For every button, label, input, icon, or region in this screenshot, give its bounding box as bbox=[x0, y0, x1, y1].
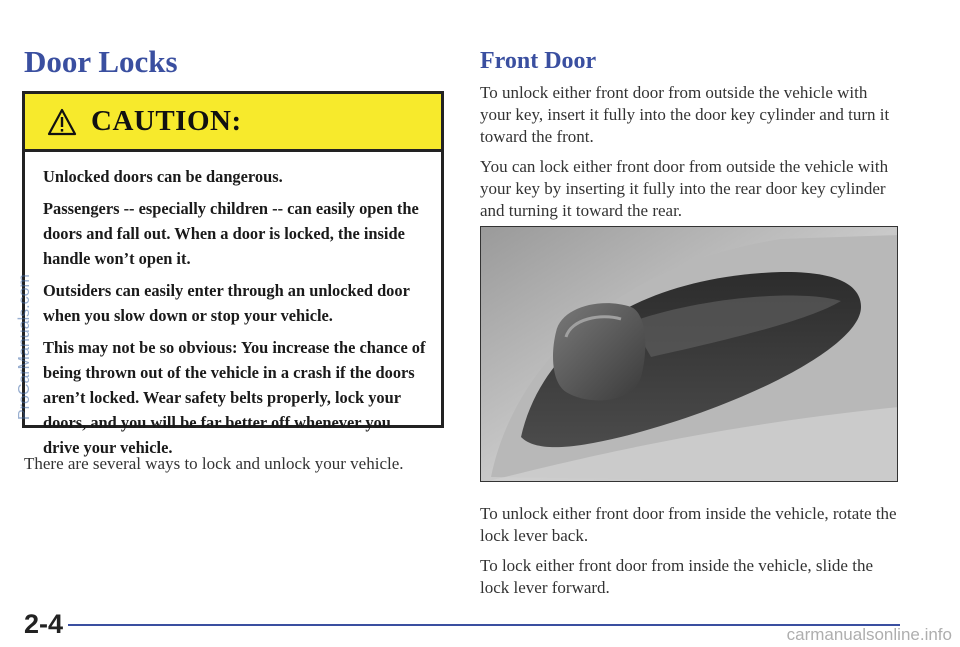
footer-rule bbox=[68, 624, 900, 626]
bottom-watermark: carmanualsonline.info bbox=[786, 625, 952, 644]
caution-banner bbox=[25, 94, 441, 152]
side-watermark: ProCarManuals.com bbox=[16, 274, 33, 420]
caution-paragraph: Unlocked doors can be dangerous. bbox=[43, 167, 283, 186]
intro-text: There are several ways to lock and unlock your vehicle. bbox=[24, 454, 404, 473]
caution-box bbox=[22, 91, 444, 457]
paragraph: To lock either front door from inside the vehicle, slide the lock lever forward. bbox=[480, 556, 874, 597]
page-number: 2-4 bbox=[24, 609, 64, 639]
front-door-inside-text bbox=[480, 503, 900, 607]
caution-paragraph: Passengers -- especially children -- can easily open the doors and fall out. When a door is locked, the inside handle won’t open it. bbox=[43, 199, 419, 268]
paragraph: To unlock either front door from outside the vehicle with your key, insert it fully into the door key cylinder and turn it toward the front. bbox=[480, 83, 890, 146]
door-handle-photo bbox=[480, 226, 898, 482]
caution-body bbox=[43, 164, 427, 467]
paragraph: To unlock either front door from inside the vehicle, rotate the lock lever back. bbox=[480, 504, 897, 545]
warning-triangle-icon bbox=[47, 108, 77, 136]
paragraph: You can lock either front door from outside the vehicle with your key by inserting it fully into the rear door key cylinder and turning it toward the rear. bbox=[480, 157, 889, 220]
page-heading: Door Locks bbox=[24, 44, 178, 79]
caution-paragraph: This may not be so obvious: You increase the chance of being thrown out of the vehicle in a crash if the doors aren’t locked. Wear safety belts properly, lock your doors, and you will be far better off whenever you drive your vehicle. bbox=[43, 338, 426, 457]
section-heading: Front Door bbox=[480, 48, 597, 74]
front-door-outside-text bbox=[480, 82, 900, 230]
caution-title: CAUTION: bbox=[91, 105, 242, 137]
caution-paragraph: Outsiders can easily enter through an unlocked door when you slow down or stop your vehicle. bbox=[43, 281, 410, 325]
